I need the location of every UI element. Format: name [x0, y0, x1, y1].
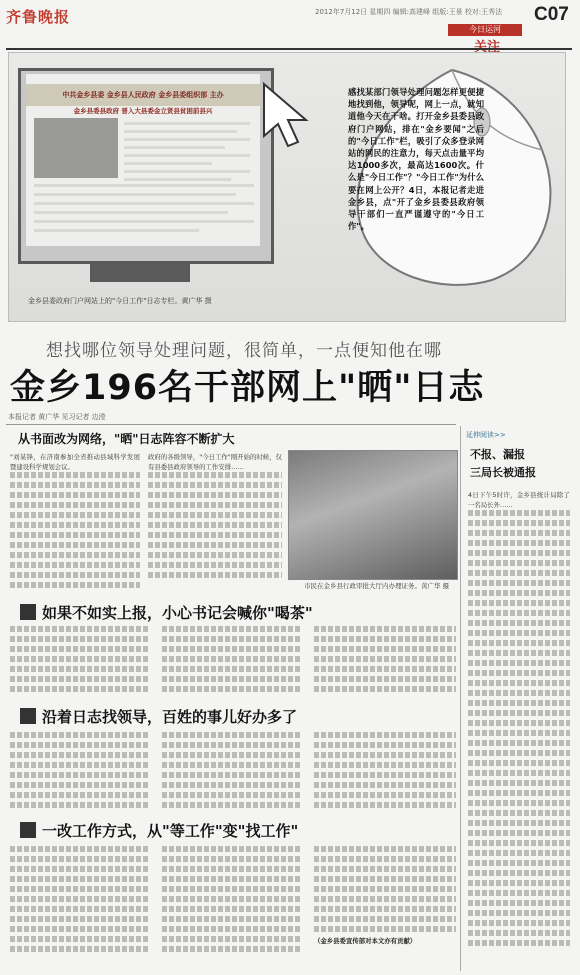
header-divider [6, 48, 572, 50]
column-2-text: 政府的各级领导，"今日工作"刚开始的时候，仅有县委县政府领导的工作安排…… [148, 453, 282, 471]
photo2-caption: 市民在金乡县行政审批大厅内办理证务。黄广华 摄 [304, 582, 450, 590]
screen-text-lines [124, 122, 250, 186]
screen-list [34, 184, 254, 238]
hero-lead-text: 感找某部门领导处理问题怎样更便捷地找到他，领导呢，网上一点，就知道他今天在干啥。打开金乡县委县政府门户网站，排在"金乡要闻"之后的"今日工作"栏，吸引了众多登录网站的网民的注意力，每天点击量平均达1000多次，最高达1600次。什么是"今日工作"？"今日工作"为什么要在网上公开？4日，本报记者走进金乡县，点"开了金乡县委县政府领导干部们一直严谨遵守的"今日工作"。 [348, 87, 484, 232]
article-subtitle: 想找哪位领导处理问题，很简单，一点便知他在哪 [46, 341, 442, 361]
screen-banner: 中共金乡县委 金乡县人民政府 金乡县委组织部 主办 [26, 84, 260, 106]
section4-heading: 一改工作方式，从"等工作"变"找工作" [42, 822, 299, 840]
sidebar-divider [460, 426, 461, 971]
cursor-arrow-icon [260, 80, 340, 150]
section2-columns [10, 626, 456, 700]
byline: 本报记者 黄广华 见习记者 边滢 [8, 413, 106, 421]
sidebar-title-line1: 不报、漏报 [470, 448, 525, 461]
section-tag: 今日运河 [448, 24, 522, 36]
section2-col-3 [314, 626, 456, 700]
section-square-icon [20, 708, 36, 724]
section2-col-2 [162, 626, 302, 700]
section3-col-2 [162, 732, 302, 812]
monitor-stand [90, 262, 190, 282]
section4-col-2 [162, 846, 302, 958]
section3-heading: 沿着日志找领导，百姓的事儿好办多了 [42, 708, 298, 726]
endnote: （金乡县委宣传部对本文亦有贡献） [314, 937, 417, 945]
article-column-2 [148, 452, 282, 590]
sidebar-body-text: 4日下午5时许，金乡县统计局除了一名局长外…… [468, 491, 570, 509]
article-column-1 [10, 452, 140, 590]
article-title: 金乡196名干部网上"晒"日志 [10, 368, 485, 408]
section3-col-3 [314, 732, 456, 812]
section2-heading: 如果不如实上报，小心书记会喊你"喝茶" [42, 604, 313, 622]
section-square-icon [20, 822, 36, 838]
title-divider [6, 424, 456, 425]
section4-col-1 [10, 846, 150, 958]
screen-headline: 金乡县委县政府 晋入大县委金立贤县贫困前县兴 [73, 107, 213, 115]
section2-col-1 [10, 626, 150, 700]
section1-heading: 从书面改为网络，"晒"日志阵容不断扩大 [18, 432, 235, 446]
section3-col-1 [10, 732, 150, 812]
screen-photo [34, 118, 118, 178]
column-1-text: "刘某锋，在济南参加全省推动县域科学发展暨建设科学规划会议。 [10, 453, 140, 471]
section3-columns [10, 732, 456, 812]
sidebar-title-line2: 三局长被通报 [470, 466, 536, 479]
section4-columns [10, 846, 456, 958]
extended-reading-label: 延伸阅读>> [466, 431, 506, 439]
masthead-logo: 齐鲁晚报 [6, 8, 71, 26]
page-number: C07 [534, 4, 569, 25]
service-hall-photo [288, 450, 458, 580]
sidebar-body [468, 490, 570, 960]
issue-meta: 2012年7月12日 星期四 编辑:高建峰 组版:王景 校对:王秀法 [315, 8, 503, 16]
hero-caption: 金乡县委政府门户网站上的"今日工作"日志专栏。黄广华 摄 [28, 297, 212, 305]
section4-col-3 [314, 846, 456, 958]
section-square-icon [20, 604, 36, 620]
